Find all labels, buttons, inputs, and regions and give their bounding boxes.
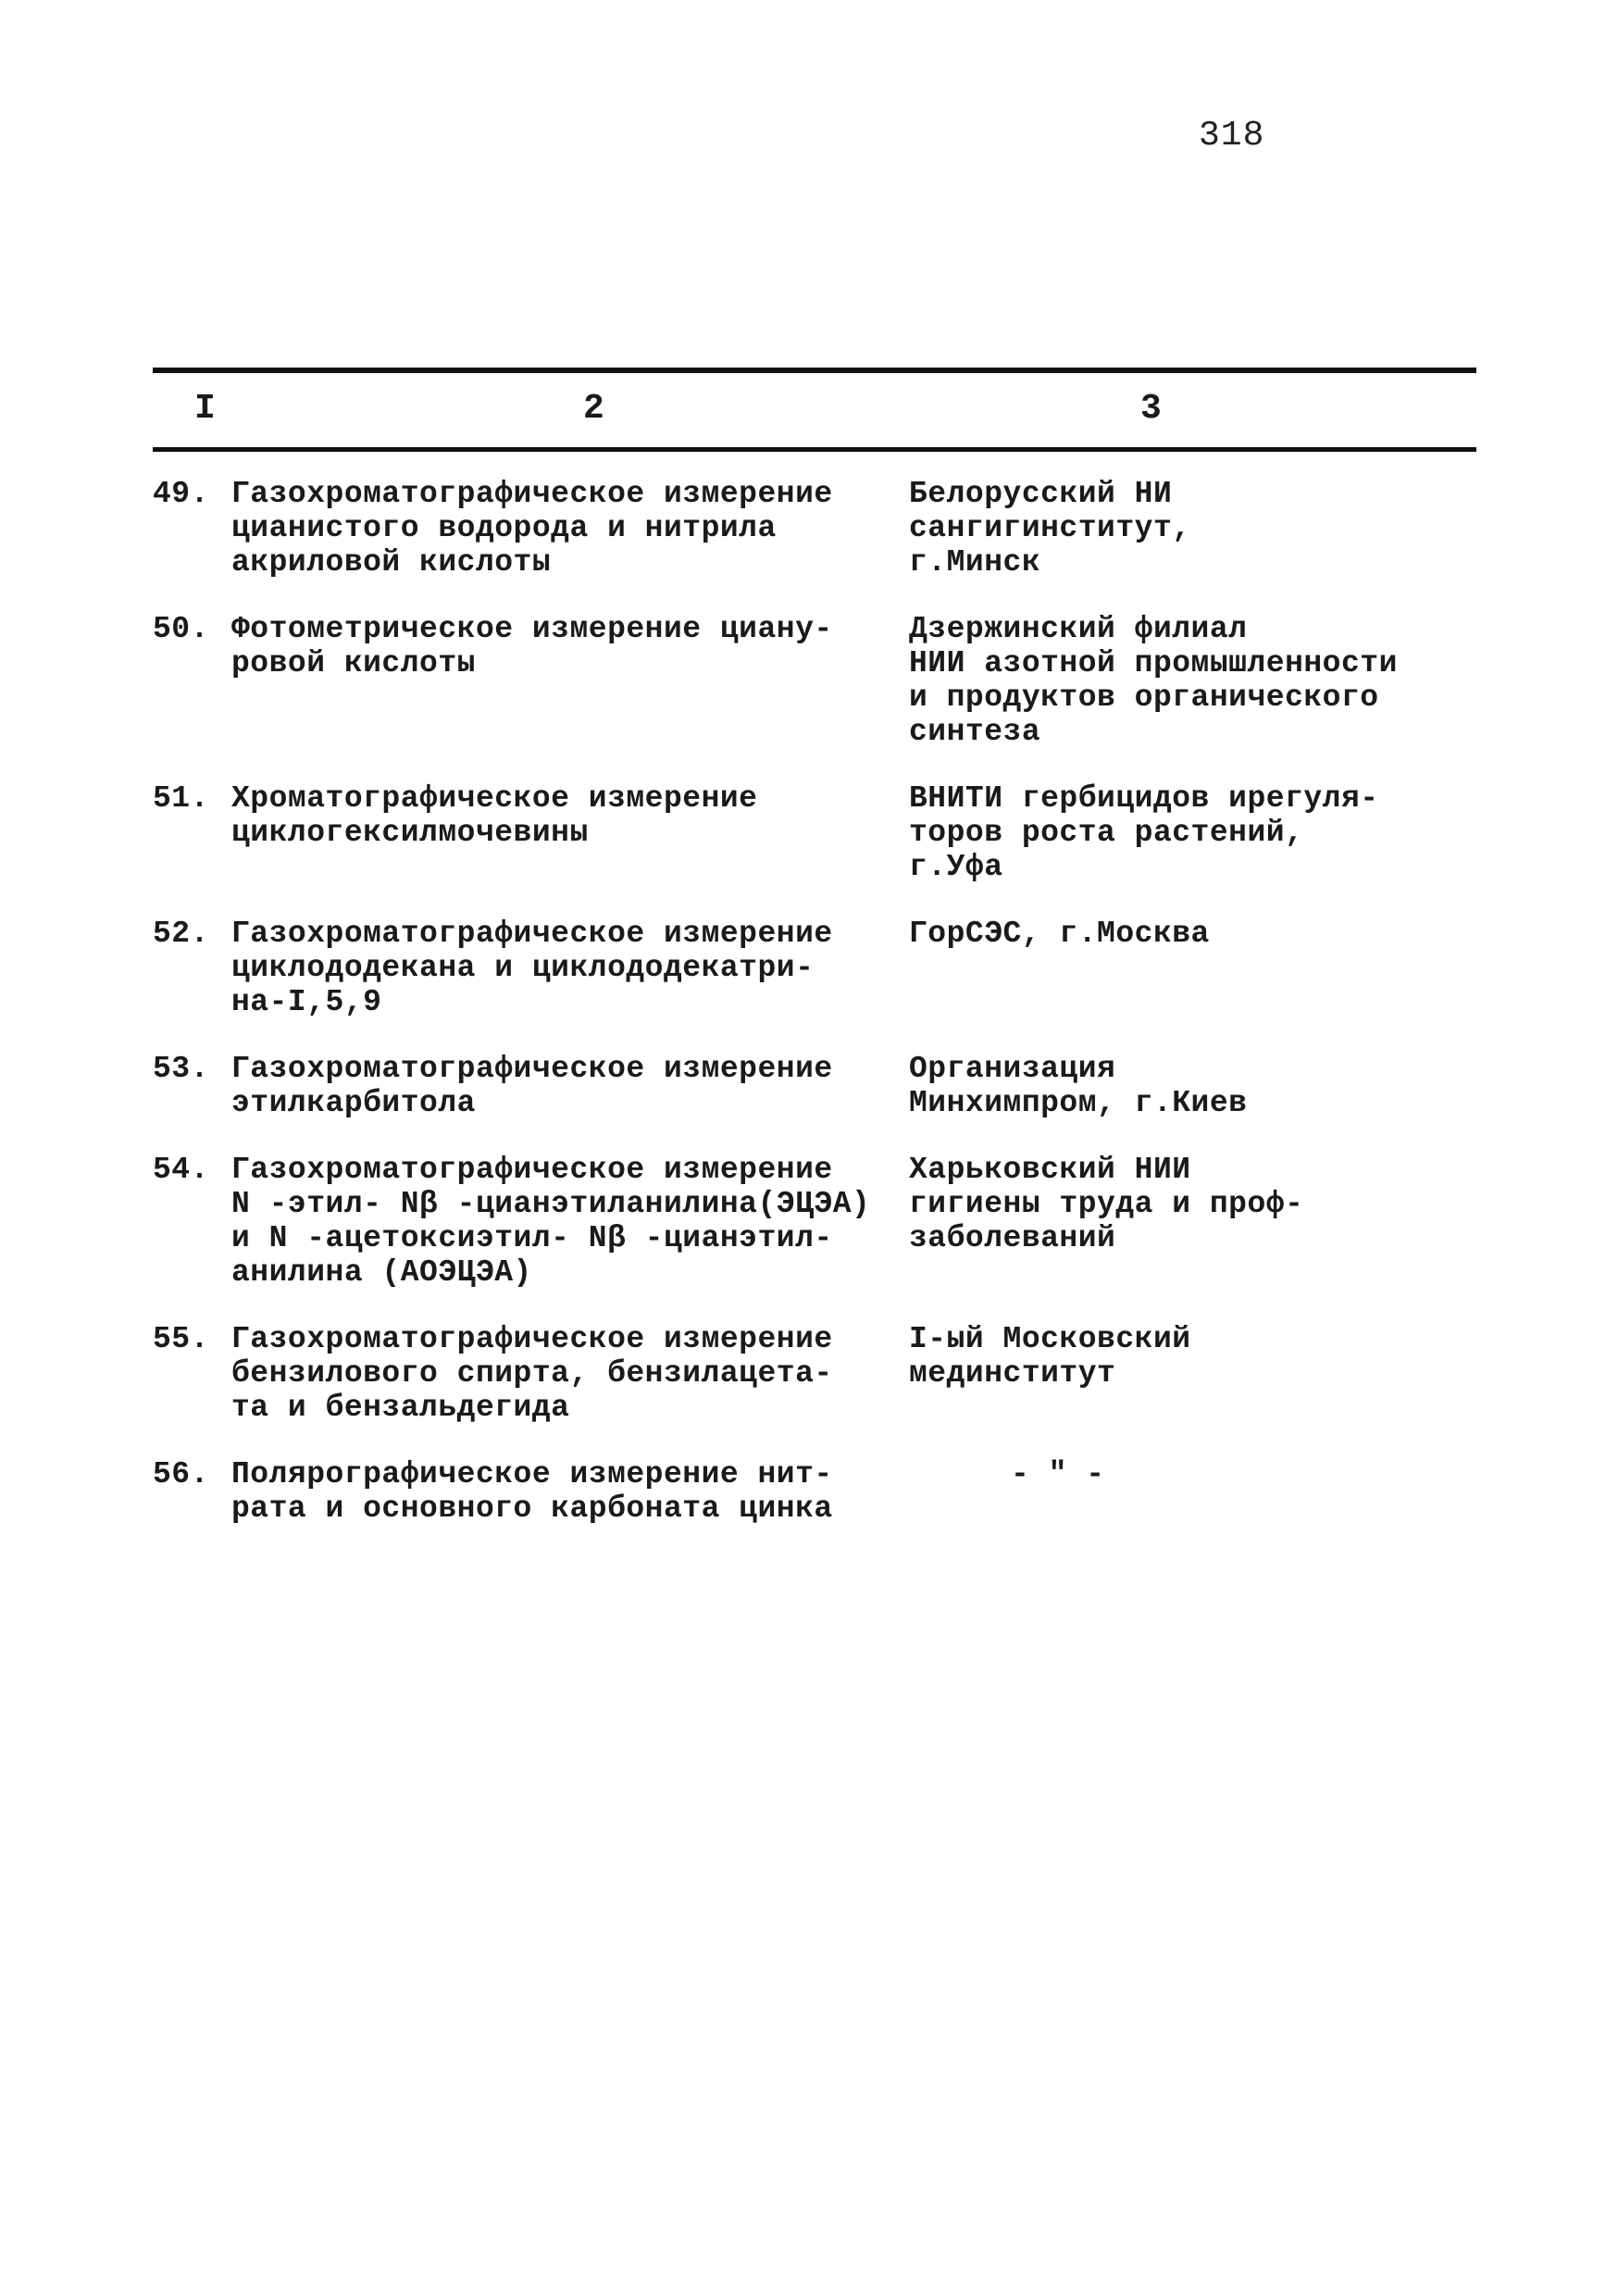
row-description: Газохроматографическое измерение цианистого водорода и нитрила акриловой кислоты [231, 477, 833, 580]
row-description: Газохроматографическое измерение циклододекана и циклододекатри- на-I,5,9 [231, 917, 833, 1019]
page-number: 318 [1199, 116, 1265, 156]
table-top-rule [153, 368, 1476, 373]
table-row [153, 477, 1476, 580]
row-description: Газохроматографическое измерение этилкарбитола [231, 1052, 833, 1120]
row-number: 50. [153, 612, 209, 646]
row-organization: Белорусский НИ сангигинститут, г.Минск [909, 477, 1191, 580]
table-row [153, 1322, 1476, 1425]
row-organization: Харьковский НИИ гигиены труда и проф- заболеваний [909, 1153, 1304, 1255]
table-header-rule [153, 447, 1476, 452]
row-number: 54. [153, 1153, 209, 1187]
row-description: Фотометрическое измерение циану- ровой кислоты [231, 612, 833, 680]
column-header-number: I [194, 389, 216, 429]
table-row [153, 612, 1476, 749]
table-row [153, 1052, 1476, 1120]
row-number: 49. [153, 477, 209, 511]
table-row [153, 1457, 1476, 1526]
column-header-description: 2 [583, 389, 604, 429]
row-number: 53. [153, 1052, 209, 1086]
row-organization-ditto: - " - [1011, 1457, 1105, 1491]
column-header-organization: 3 [1140, 389, 1162, 429]
table-row [153, 781, 1476, 884]
row-organization: ГорСЭС, г.Москва [909, 917, 1210, 951]
row-organization: Организация Минхимпром, г.Киев [909, 1052, 1248, 1120]
row-organization: Дзержинский филиал НИИ азотной промышленности и продуктов органического синтеза [909, 612, 1398, 749]
row-description: Газохроматографическое измерение N -этил- Nβ -цианэтиланилина(ЭЦЭА) и N -ацетоксиэтил- Nβ -цианэтил- анилина (АОЭЦЭА) [231, 1153, 871, 1290]
row-number: 55. [153, 1322, 209, 1356]
row-description: Полярографическое измерение нит- рата и основного карбоната цинка [231, 1457, 833, 1526]
row-description: Хроматографическое измерение циклогексилмочевины [231, 781, 758, 850]
row-number: 51. [153, 781, 209, 816]
row-description: Газохроматографическое измерение бензилового спирта, бензилацета- та и бензальдегида [231, 1322, 833, 1425]
table-row [153, 917, 1476, 1019]
row-organization: I-ый Московский мединститут [909, 1322, 1191, 1391]
entries-list [153, 477, 1476, 1558]
row-number: 52. [153, 917, 209, 951]
row-organization: ВНИТИ гербицидов ирегуля- торов роста растений, г.Уфа [909, 781, 1379, 884]
table-row [153, 1153, 1476, 1290]
row-number: 56. [153, 1457, 209, 1491]
